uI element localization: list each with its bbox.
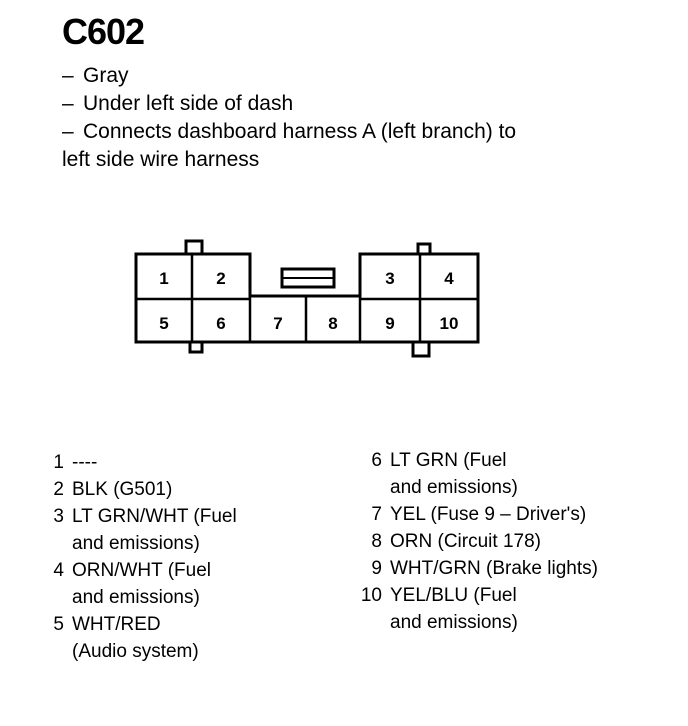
cavity-9: 9 [385,314,395,333]
pin-entry-9 [356,555,598,582]
pin-number: 2 [53,479,64,500]
note-dash: – [62,92,74,115]
note-dash: – [62,120,74,143]
pin-description: ORN (Circuit 178) [390,531,541,552]
pin-description: WHT/RED (Audio system) [72,614,199,662]
connector-notes [62,62,516,174]
connector-title: C602 [62,11,145,52]
cavity-6: 6 [216,314,226,333]
cavity-3: 3 [385,269,395,288]
note-color [62,62,516,90]
note-text: Under left side of dash [83,92,294,115]
cavity-1: 1 [159,269,169,288]
cavity-2: 2 [216,269,226,288]
pin-entry-5 [38,611,237,665]
note-text: Connects dashboard harness A (left branch) to [83,120,517,143]
pin-entry-7 [356,501,598,528]
pin-legend-right [356,447,598,636]
cavity-7: 7 [273,314,283,333]
pin-number: 6 [371,450,382,471]
key-bottom [413,342,429,356]
pin-entry-8 [356,528,598,555]
pin-number: 9 [371,558,382,579]
key-top-right [418,244,430,254]
pin-description: ORN/WHT (Fuel and emissions) [72,560,211,608]
pin-entry-1 [38,449,237,476]
cavity-8: 8 [328,314,338,333]
cavity-4: 4 [444,269,454,288]
note-location [62,90,516,118]
pin-entry-10 [356,582,598,636]
pin-description: WHT/GRN (Brake lights) [390,558,598,579]
note-text: Gray [83,64,129,87]
pin-entry-6 [356,447,598,501]
note-connects-continued [62,146,516,174]
pin-number: 7 [371,504,382,525]
pin-entry-4 [38,557,237,611]
pin-number: 4 [53,560,64,581]
pin-legend-left [38,449,237,665]
pin-entry-2 [38,476,237,503]
connector-svg [128,232,488,366]
pin-description: BLK (G501) [72,479,173,500]
pin-description: LT GRN (Fuel and emissions) [390,450,518,498]
key-top [186,241,202,254]
cavity-5: 5 [159,314,169,333]
pin-entry-3 [38,503,237,557]
pin-description: YEL (Fuse 9 – Driver's) [390,504,587,525]
pin-description: LT GRN/WHT (Fuel and emissions) [72,506,237,554]
pin-number: 1 [53,452,64,473]
pin-number: 8 [371,531,382,552]
pin-number: 10 [360,585,382,606]
key-bottom-left [190,342,202,352]
pin-description: ---- [72,452,98,473]
cavity-10: 10 [439,314,459,333]
note-dash: – [62,64,74,87]
pin-number: 5 [53,614,64,635]
pin-number: 3 [53,506,64,527]
pin-description: YEL/BLU (Fuel and emissions) [390,585,518,633]
note-connects [62,118,516,146]
note-text: left side wire harness [62,148,260,171]
connector-face-diagram [128,232,488,371]
